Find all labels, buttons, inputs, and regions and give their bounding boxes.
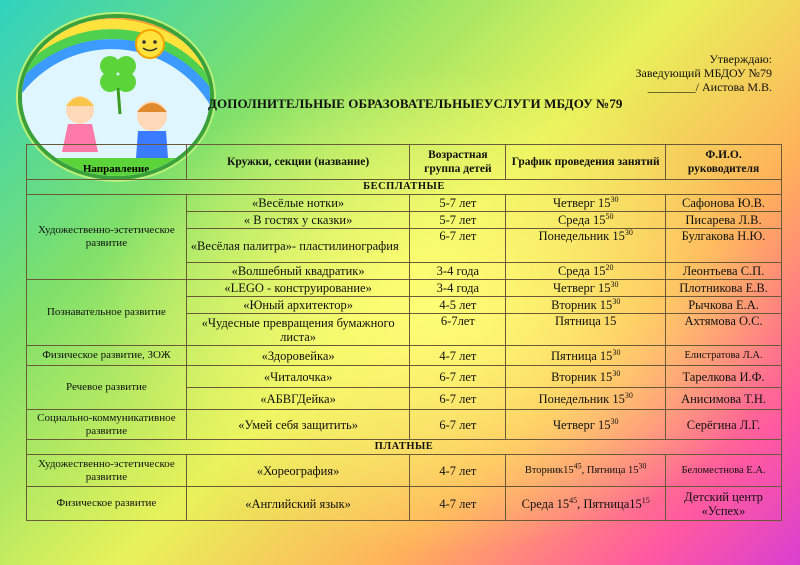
club-cell: «Чудесные превращения бумажного листа»	[186, 314, 410, 346]
age-cell: 3-4 года	[410, 263, 506, 280]
approve-signature: ________/ Аистова М.В.	[647, 80, 772, 94]
header-row	[27, 145, 782, 180]
header-direction	[27, 145, 187, 180]
club-cell: «Здоровейка»	[186, 346, 410, 366]
leader-cell: Сафонова Ю.В.	[666, 195, 782, 212]
age-cell: 6-7лет	[410, 314, 506, 346]
schedule-cell: Среда $15^{45}$, $Пятница15^{15}$	[506, 487, 666, 521]
age-cell: 4-7 лет	[410, 487, 506, 521]
age-cell: 5-7 лет	[410, 212, 506, 229]
age-cell: 6-7 лет	[410, 388, 506, 410]
section-free: БЕСПЛАТНЫЕ	[27, 180, 782, 195]
age-cell: 3-4 года	[410, 280, 506, 297]
schedule-cell: Пятница 15	[506, 314, 666, 346]
direction-art-paid: Художественно-эстетическое развитие	[27, 455, 187, 487]
schedule-cell: Понедельник $15^{30}$	[506, 229, 666, 263]
schedule-cell: Пятница $15^{30}$	[506, 346, 666, 366]
section-row-free	[27, 180, 782, 195]
leader-cell: Елистратова Л.А.	[666, 346, 782, 366]
direction-speech: Речевое развитие	[27, 366, 187, 410]
header-clubs: Кружки, секции (название)	[186, 145, 410, 180]
club-cell: «АБВГДейка»	[186, 388, 410, 410]
table-row	[27, 487, 782, 521]
schedule-cell: $Вторник15^{45}$, Пятница $15^{30}$	[506, 455, 666, 487]
schedule-cell: Четверг $15^{30}$	[506, 410, 666, 440]
table-row	[27, 195, 782, 212]
age-cell: 4-7 лет	[410, 455, 506, 487]
age-cell: 6-7 лет	[410, 229, 506, 263]
leader-cell: Рычкова Е.А.	[666, 297, 782, 314]
header-schedule: График проведения занятий	[506, 145, 666, 180]
age-cell: 5-7 лет	[410, 195, 506, 212]
services-table	[26, 144, 782, 521]
age-cell: 4-5 лет	[410, 297, 506, 314]
club-cell: «Читалочка»	[186, 366, 410, 388]
age-cell: 6-7 лет	[410, 366, 506, 388]
leader-cell: Ахтямова О.С.	[666, 314, 782, 346]
club-cell: « В гостях у сказки»	[186, 212, 410, 229]
header-leader: Ф.И.О. руководителя	[666, 145, 782, 180]
section-paid: ПЛАТНЫЕ	[27, 440, 782, 455]
direction-social: Социально-коммуникативное развитие	[27, 410, 187, 440]
leader-cell: Детский центр «Успех»	[666, 487, 782, 521]
table-row	[27, 410, 782, 440]
direction-art: Художественно-эстетическое развитие	[27, 195, 187, 280]
table-row	[27, 280, 782, 297]
schedule-cell: Вторник $15^{30}$	[506, 297, 666, 314]
schedule-cell: Понедельник $15^{30}$	[506, 388, 666, 410]
table-row	[27, 366, 782, 388]
direction-physical-paid: Физическое развитие	[27, 487, 187, 521]
club-cell: «LEGO - конструирование»	[186, 280, 410, 297]
approve-label: Утверждаю:	[709, 52, 772, 66]
club-cell: «Умей себя защитить»	[186, 410, 410, 440]
page-title: ДОПОЛНИТЕЛЬНЫЕ ОБРАЗОВАТЕЛЬНЫЕУСЛУГИ МБДОУ №79	[208, 96, 623, 111]
table-row	[27, 455, 782, 487]
leader-cell: Писарева Л.В.	[666, 212, 782, 229]
approve-position: Заведующий МБДОУ №79	[635, 66, 772, 80]
direction-physical: Физическое развитие, ЗОЖ	[27, 346, 187, 366]
section-row-paid	[27, 440, 782, 455]
sun-icon	[136, 30, 164, 58]
direction-label-logo: Направление	[82, 163, 150, 175]
schedule-cell: Четверг $15^{30}$	[506, 280, 666, 297]
header-age: Возрастная группа детей	[410, 145, 506, 180]
club-cell: «Волшебный квадратик»	[186, 263, 410, 280]
leader-cell: Тарелкова И.Ф.	[666, 366, 782, 388]
schedule-cell: Четверг $15^{30}$	[506, 195, 666, 212]
club-cell: «Весёлые нотки»	[186, 195, 410, 212]
schedule-cell: Среда $15^{20}$	[506, 263, 666, 280]
approval-block	[636, 52, 772, 94]
leader-cell: Плотникова Е.В.	[666, 280, 782, 297]
leader-cell: Беломестнова Е.А.	[666, 455, 782, 487]
leader-cell: Серёгина Л.Г.	[666, 410, 782, 440]
leader-cell: Булгакова Н.Ю.	[666, 229, 782, 263]
leader-cell: Леонтьева С.П.	[666, 263, 782, 280]
club-cell: «Английский язык»	[186, 487, 410, 521]
club-cell: «Хореография»	[186, 455, 410, 487]
age-cell: 6-7 лет	[410, 410, 506, 440]
table-row	[27, 346, 782, 366]
age-cell: 4-7 лет	[410, 346, 506, 366]
schedule-cell: Среда $15^{50}$	[506, 212, 666, 229]
schedule-cell: Вторник $15^{30}$	[506, 366, 666, 388]
club-cell: «Весёлая палитра»- пластилинография	[186, 229, 410, 263]
leader-cell: Анисимова Т.Н.	[666, 388, 782, 410]
direction-cognitive: Познавательное развитие	[27, 280, 187, 346]
club-cell: «Юный архитектор»	[186, 297, 410, 314]
